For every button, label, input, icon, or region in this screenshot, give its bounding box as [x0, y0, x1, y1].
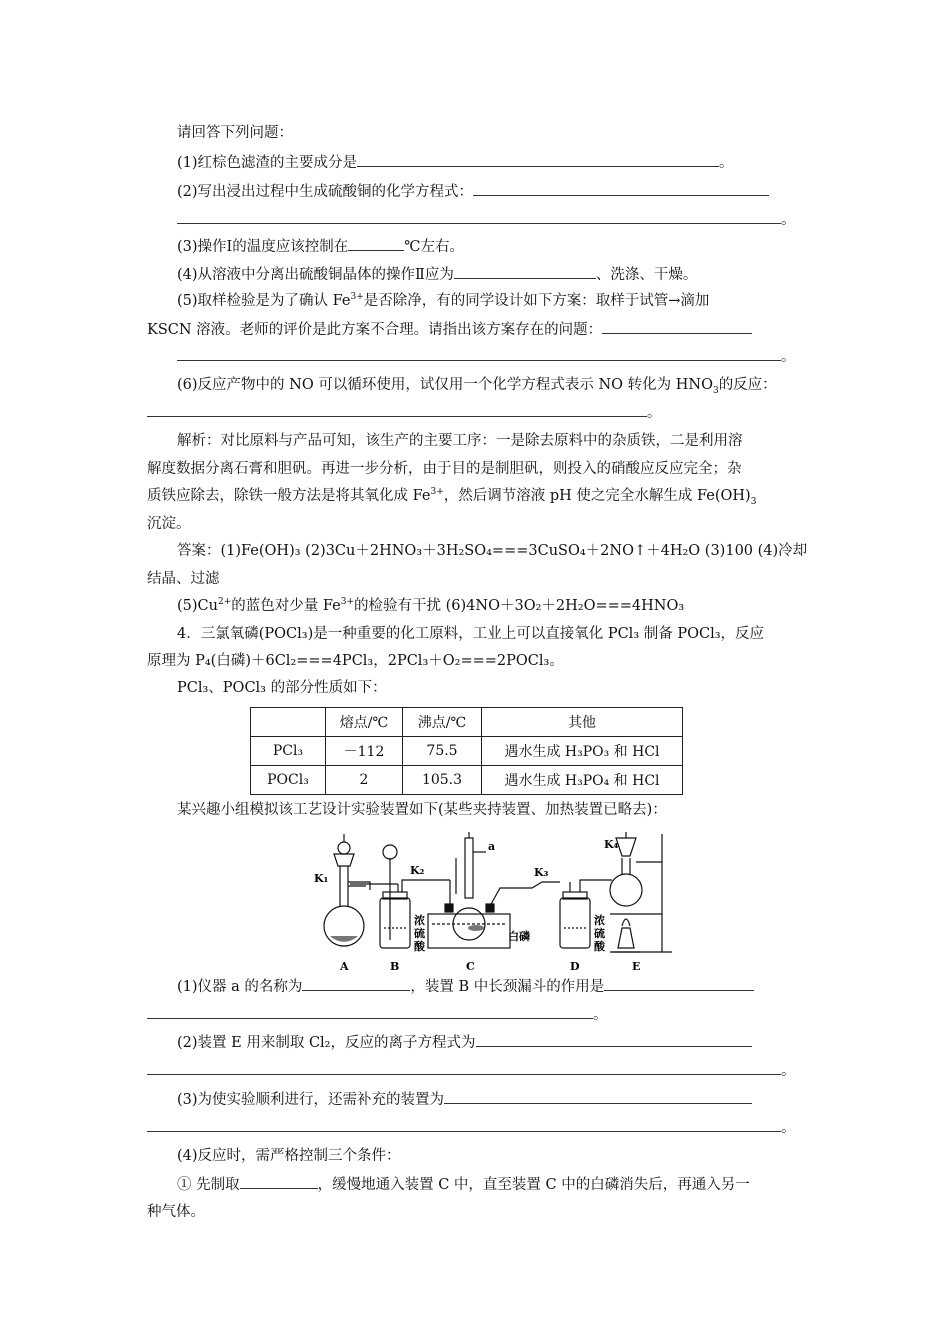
question-2-text: (2)写出浸出过程中生成硫酸铜的化学方程式：	[177, 184, 474, 200]
valve-K3: K₃	[534, 866, 549, 879]
q5-text: (5)取样检验是为了确认 Fe	[177, 293, 351, 309]
question-1	[177, 152, 734, 173]
subq-2-line2	[147, 1060, 796, 1081]
acid-b-3: 酸	[414, 940, 425, 953]
question-6-line2	[147, 402, 662, 423]
analysis-text: 质铁应除去，除铁一般方法是将其氧化成 Fe	[147, 488, 431, 504]
analysis-line2: 解度数据分离石膏和胆矾。再进一步分析，由于目的是制胆矾，则投入的硝酸应反应完全；杂	[147, 461, 742, 477]
answer-blank[interactable]	[602, 319, 752, 334]
answer-blank[interactable]	[476, 1032, 752, 1047]
analysis-line3	[147, 486, 756, 506]
table-cell: －112	[326, 737, 403, 766]
acid-b-1: 浓	[414, 914, 425, 927]
instrument-a-label: a	[488, 840, 496, 853]
problem4-line3: PCl₃、POCl₃ 的部分性质如下：	[177, 680, 387, 696]
subq-4-item1-line2: 种气体。	[147, 1204, 205, 1220]
table-header	[251, 708, 326, 737]
table-header-row	[251, 708, 683, 737]
answer-blank[interactable]	[444, 1089, 752, 1104]
q6-text: (6)反应产物中的 NO 可以循环使用，试仅用一个化学方程式表示 NO 转化为 HNO	[177, 377, 713, 393]
label-E: E	[632, 960, 641, 973]
table-cell: PCl₃	[251, 737, 326, 766]
acid-b-2: 硫	[414, 927, 425, 940]
answer-text-c: 的检验有干扰 (6)4NO＋3O₂＋2H₂O===4HNO₃	[354, 598, 685, 614]
answer-blank[interactable]	[348, 236, 404, 251]
answer-line1: 答案：(1)Fe(OH)₃ (2)3Cu＋2HNO₃＋3H₂SO₄===3CuSO₄＋2NO↑＋4H₂O (3)100 (4)冷却	[177, 543, 808, 559]
label-B: B	[390, 960, 400, 973]
punct: 。	[719, 155, 734, 171]
intro: 请回答下列问题：	[177, 125, 293, 141]
subq-3	[177, 1089, 752, 1110]
analysis-line4: 沉淀。	[147, 516, 191, 532]
table-cell: POCl₃	[251, 766, 326, 795]
sup: 3+	[340, 597, 355, 608]
subq-4: (4)反应时，需严格控制三个条件：	[177, 1148, 401, 1164]
sup: 2+	[217, 597, 232, 608]
question-5-line2	[147, 319, 752, 340]
question-3-unit: ℃左右。	[404, 239, 465, 255]
answer-blank[interactable]	[147, 1060, 781, 1075]
acid-d-3: 酸	[594, 940, 605, 953]
answer-blank[interactable]	[240, 1174, 318, 1189]
subq-3-line2	[147, 1117, 796, 1138]
answer-line2: 结晶、过滤	[147, 571, 220, 587]
punct: 。	[781, 1120, 796, 1136]
answer-blank[interactable]	[147, 1117, 781, 1132]
subq-1-text-b: ，装置 B 中长颈漏斗的作用是	[410, 979, 605, 995]
sup: 3+	[350, 292, 364, 303]
answer-blank[interactable]	[302, 976, 410, 991]
label-C: C	[466, 960, 475, 973]
device-intro: 某兴趣小组模拟该工艺设计实验装置如下(某些夹持装置、加热装置已略去)：	[177, 802, 667, 818]
subq-4-item1-text: ① 先制取	[177, 1177, 240, 1193]
subq-2	[177, 1032, 752, 1053]
punct: 。	[781, 1063, 796, 1079]
properties-table	[250, 707, 683, 795]
q6-text-b: 的反应：	[718, 377, 777, 393]
table-header: 熔点/℃	[326, 708, 403, 737]
table-cell: 遇水生成 H₃PO₄ 和 HCl	[482, 766, 683, 795]
acid-d-1: 浓	[594, 914, 605, 927]
table-cell: 105.3	[403, 766, 482, 795]
q5-text-b: 是否除净，有的同学设计如下方案：取样于试管→滴加	[363, 293, 710, 309]
question-4	[177, 264, 697, 285]
answer-blank[interactable]	[454, 264, 596, 279]
answer-blank[interactable]	[604, 976, 754, 991]
subq-3-text: (3)为使实验顺利进行，还需补充的装置为	[177, 1092, 445, 1108]
analysis-text-b: ，然后调节溶液 pH 使之完全水解生成 Fe(OH)	[443, 488, 751, 504]
valve-K1: K₁	[314, 872, 329, 885]
table-cell: 2	[326, 766, 403, 795]
valve-K4: K₄	[604, 838, 619, 851]
question-4-tail: 、洗涤、干燥。	[595, 267, 698, 283]
q5-text-c: KSCN 溶液。老师的评价是此方案不合理。请指出该方案存在的问题：	[147, 322, 603, 338]
answer-blank[interactable]	[177, 346, 781, 361]
valve-K2: K₂	[410, 864, 425, 877]
subq-1-text: (1)仪器 a 的名称为	[177, 979, 303, 995]
acid-d-2: 硫	[594, 927, 605, 940]
problem4-line2: 原理为 P₄(白磷)＋6Cl₂===4PCl₃，2PCl₃＋O₂===2POCl₃。	[147, 653, 564, 669]
problem4-line1: 4．三氯氧磷(POCl₃)是一种重要的化工原料，工业上可以直接氧化 PCl₃ 制备 POCl₃，反应	[177, 626, 765, 642]
question-2-line2	[177, 209, 796, 230]
subq-2-text: (2)装置 E 用来制取 Cl₂，反应的离子方程式为	[177, 1035, 476, 1051]
table-cell: 75.5	[403, 737, 482, 766]
answer-blank[interactable]	[147, 402, 647, 417]
subq-1	[177, 976, 754, 997]
table-row	[251, 766, 683, 795]
apparatus-figure	[310, 828, 680, 978]
answer-blank[interactable]	[177, 209, 781, 224]
question-2	[177, 181, 769, 202]
table-row	[251, 737, 683, 766]
question-5-line3	[177, 346, 796, 367]
sup: 3+	[430, 487, 444, 498]
question-4-text: (4)从溶液中分离出硫酸铜晶体的操作Ⅱ应为	[177, 267, 454, 283]
question-3-text: (3)操作Ⅰ的温度应该控制在	[177, 239, 349, 255]
answer-blank[interactable]	[147, 1004, 593, 1019]
question-3	[177, 236, 464, 257]
subq-1-line2	[147, 1004, 608, 1025]
punct: 。	[647, 405, 662, 421]
punct: 。	[781, 349, 796, 365]
answer-blank[interactable]	[357, 152, 719, 167]
subq-4-item1	[177, 1174, 750, 1195]
sub: 3	[750, 496, 757, 507]
label-D: D	[570, 960, 580, 973]
punct: 。	[781, 212, 796, 228]
apparatus-diagram	[310, 828, 680, 978]
answer-text: (5)Cu	[177, 598, 218, 614]
sub: 3	[712, 385, 719, 396]
subq-4-item1-tail: ，缓慢地通入装置 C 中，直至装置 C 中的白磷消失后，再通入另一	[317, 1177, 750, 1193]
white-phosphorus-label: 白磷	[508, 930, 530, 943]
question-5	[177, 291, 709, 311]
question-1-text: (1)红棕色滤渣的主要成分是	[177, 155, 358, 171]
answer-blank[interactable]	[473, 181, 769, 196]
table-cell: 遇水生成 H₃PO₃ 和 HCl	[482, 737, 683, 766]
answer-text-b: 的蓝色对少量 Fe	[231, 598, 341, 614]
table-header: 沸点/℃	[403, 708, 482, 737]
label-A: A	[340, 960, 349, 973]
analysis-line1: 解析：对比原料与产品可知，该生产的主要工序：一是除去原料中的杂质铁，二是利用溶	[177, 433, 743, 449]
question-6	[177, 375, 777, 395]
answer-line3	[177, 596, 684, 616]
table-header: 其他	[482, 708, 683, 737]
punct: 。	[593, 1007, 608, 1023]
